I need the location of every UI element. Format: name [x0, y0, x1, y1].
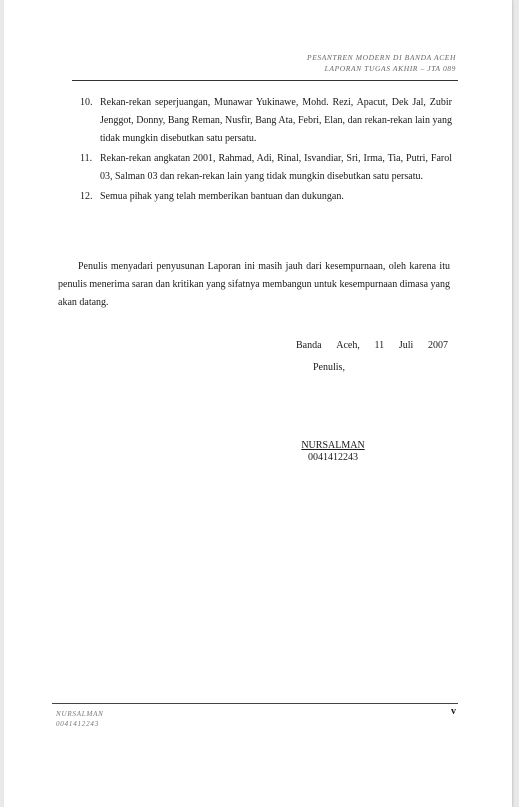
signature-role: Penulis,: [313, 362, 345, 373]
list-item: [80, 94, 452, 148]
signature-id: 0041412243: [308, 452, 358, 463]
list-number: 12.: [80, 191, 93, 202]
signature-month: Juli: [398, 340, 414, 351]
footer-id: 0041412243: [56, 720, 99, 728]
signature-year: 2007: [428, 340, 448, 351]
document-page: [4, 0, 512, 807]
list-item: [80, 150, 452, 186]
running-header: [307, 52, 456, 74]
signature-city-2: Aceh,: [336, 340, 360, 351]
signature-place-date: [296, 340, 448, 351]
list-number: 11.: [80, 153, 93, 164]
signature-city: Banda: [296, 340, 322, 351]
list-item: [80, 188, 452, 206]
list-text: Rekan-rekan angkatan 2001, Rahmad, Adi, Rinal, Isvandiar, Sri, Irma, Tia, Putri, Farol 03, Salman 03 dan rekan-rekan lain yang tidak mungkin disebutkan satu persatu.: [100, 153, 452, 182]
header-line-1: PESANTREN MODERN DI BANDA ACEH: [307, 53, 456, 62]
header-line-2: LAPORAN TUGAS AKHIR – JTA 089: [324, 64, 456, 73]
list-text: Semua pihak yang telah memberikan bantuan dan dukungan.: [100, 191, 344, 202]
page-number: v: [451, 706, 456, 717]
signature-block: [293, 440, 373, 464]
footer-author: [56, 709, 104, 729]
signature-name: NURSALMAN: [301, 440, 365, 451]
closing-paragraph: [58, 258, 450, 312]
footer-rule: [52, 703, 458, 704]
list-number: 10.: [80, 97, 93, 108]
signature-day: 11: [374, 340, 385, 351]
list-text: Rekan-rekan seperjuangan, Munawar Yukinawe, Mohd. Rezi, Apacut, Dek Jal, Zubir Jenggot, Donny, Bang Reman, Nusfir, Bang Ata, Febri, Elan, dan rekan-rekan lain yang tidak mungkin disebutkan satu persatu.: [100, 97, 452, 144]
header-rule: [72, 80, 458, 81]
paragraph-text: Penulis menyadari penyusunan Laporan ini masih jauh dari kesempurnaan, oleh karena itu penulis menerima saran dan kritikan yang sifatnya membangun untuk kesempurnaan dimasa yang akan datang.: [58, 261, 450, 308]
acknowledgement-list: [80, 94, 452, 208]
footer-name: NURSALMAN: [56, 710, 104, 718]
